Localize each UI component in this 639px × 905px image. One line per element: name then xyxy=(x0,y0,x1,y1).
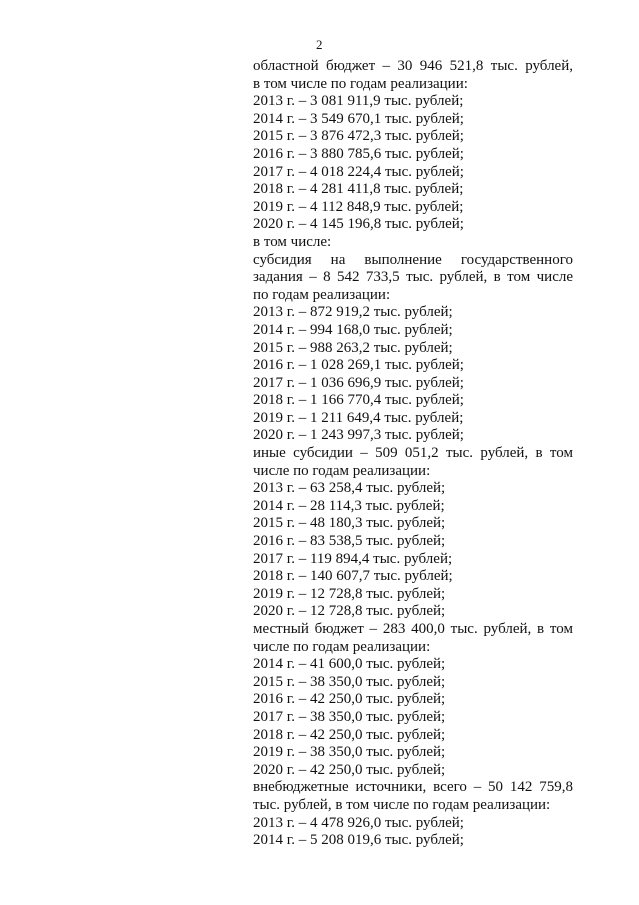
text-line: 2014 г. – 5 208 019,6 тыс. рублей; xyxy=(253,832,464,849)
text-line: 2014 г. – 3 549 670,1 тыс. рублей; xyxy=(253,110,464,127)
text-line: областной бюджет – 30 946 521,8 тыс. рублей, xyxy=(253,58,573,74)
text-line: 2019 г. – 12 728,8 тыс. рублей; xyxy=(253,585,446,602)
text-line: иные субсидии – 509 051,2 тыс. рублей, в том xyxy=(253,445,573,462)
text-line: 2015 г. – 3 876 472,3 тыс. рублей; xyxy=(253,128,464,145)
text-line: 2020 г. – 12 728,8 тыс. рублей; xyxy=(253,603,446,620)
text-line: 2016 г. – 1 028 269,1 тыс. рублей; xyxy=(253,357,464,374)
text-line: в том числе: xyxy=(253,233,332,250)
text-line: 2016 г. – 3 880 785,6 тыс. рублей; xyxy=(253,145,464,162)
text-line: 2017 г. – 4 018 224,4 тыс. рублей; xyxy=(253,163,464,180)
text-line: внебюджетные источники, всего – 50 142 759,8 xyxy=(253,779,573,796)
text-line: числе по годам реализации: xyxy=(253,462,431,479)
text-line: 2015 г. – 988 263,2 тыс. рублей; xyxy=(253,339,453,356)
page-number: 2 xyxy=(316,37,323,52)
text-line: числе по годам реализации: xyxy=(253,638,431,655)
text-line: 2020 г. – 4 145 196,8 тыс. рублей; xyxy=(253,216,464,233)
text-line: 2013 г. – 4 478 926,0 тыс. рублей; xyxy=(253,814,464,831)
text-line: 2013 г. – 872 919,2 тыс. рублей; xyxy=(253,304,453,321)
text-line: тыс. рублей, в том числе по годам реализации: xyxy=(253,796,551,813)
text-line: 2017 г. – 1 036 696,9 тыс. рублей; xyxy=(253,374,464,391)
text-line: по годам реализации: xyxy=(253,286,391,303)
text-line: 2015 г. – 48 180,3 тыс. рублей; xyxy=(253,515,446,532)
text-line: 2018 г. – 42 250,0 тыс. рублей; xyxy=(253,726,446,743)
text-line: 2014 г. – 994 168,0 тыс. рублей; xyxy=(253,321,453,338)
text-line: местный бюджет – 283 400,0 тыс. рублей, в том xyxy=(253,621,573,637)
text-line: 2017 г. – 119 894,4 тыс. рублей; xyxy=(253,550,453,567)
text-line: задания – 8 542 733,5 тыс. рублей, в том числе xyxy=(253,269,573,286)
text-line: 2013 г. – 63 258,4 тыс. рублей; xyxy=(253,480,446,497)
text-line: 2014 г. – 41 600,0 тыс. рублей; xyxy=(253,656,446,673)
document-body xyxy=(253,58,573,850)
text-line: 2014 г. – 28 114,3 тыс. рублей; xyxy=(253,497,445,514)
text-line: субсидия на выполнение государственного xyxy=(253,251,573,268)
text-line: 2019 г. – 4 112 848,9 тыс. рублей; xyxy=(253,198,464,215)
text-line: 2016 г. – 83 538,5 тыс. рублей; xyxy=(253,533,446,550)
text-line: 2018 г. – 140 607,7 тыс. рублей; xyxy=(253,568,453,585)
text-line: 2016 г. – 42 250,0 тыс. рублей; xyxy=(253,691,446,708)
text-line: 2015 г. – 38 350,0 тыс. рублей; xyxy=(253,673,446,690)
text-line: 2013 г. – 3 081 911,9 тыс. рублей; xyxy=(253,93,464,110)
text-line: 2019 г. – 38 350,0 тыс. рублей; xyxy=(253,744,446,761)
text-line: 2020 г. – 1 243 997,3 тыс. рублей; xyxy=(253,427,464,444)
text-line: 2017 г. – 38 350,0 тыс. рублей; xyxy=(253,708,446,725)
text-line: 2018 г. – 1 166 770,4 тыс. рублей; xyxy=(253,392,464,409)
text-line: 2018 г. – 4 281 411,8 тыс. рублей; xyxy=(253,181,464,198)
text-line: в том числе по годам реализации: xyxy=(253,75,468,92)
text-line: 2019 г. – 1 211 649,4 тыс. рублей; xyxy=(253,409,464,426)
text-line: 2020 г. – 42 250,0 тыс. рублей; xyxy=(253,761,446,778)
